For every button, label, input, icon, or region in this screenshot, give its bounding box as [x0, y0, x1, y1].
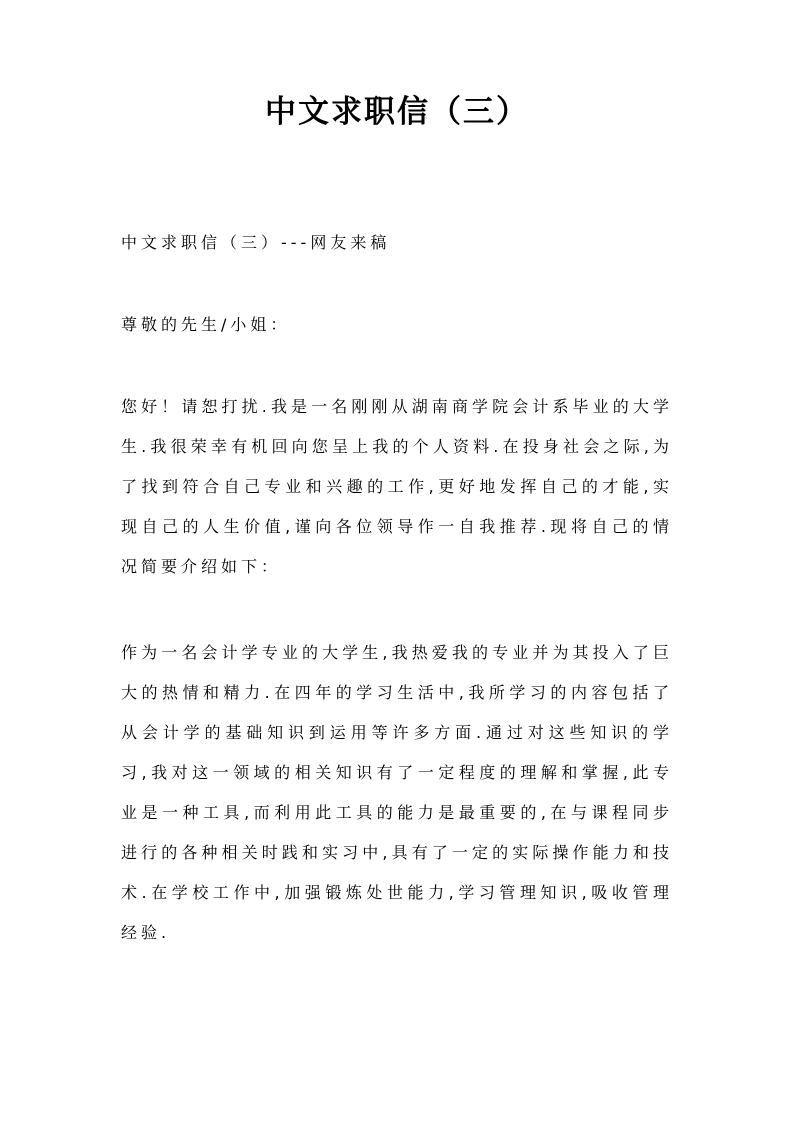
document-subtitle: 中文求职信（三）---网友来稿 — [121, 233, 391, 252]
salutation-line: 尊敬的先生/小姐： — [121, 315, 291, 334]
body-paragraph-1: 您好！请恕打扰.我是一名刚刚从湖南商学院会计系毕业的大学生.我很荣幸有机回向您呈上我的个人资料.在投身社会之际,为了找到符合自己专业和兴趣的工作,更好地发挥自己的才能,实现自己的人生价值,谨向各位领导作一自我推荐.现将自己的情况简要介绍如下： — [121, 397, 673, 576]
body-paragraph-2: 作为一名会计学专业的大学生,我热爱我的专业并为其投入了巨大的热情和精力.在四年的学习生活中,我所学习的内容包括了从会计学的基础知识到运用等许多方面.通过对这些知识的学习,我对这一领域的相关知识有了一定程度的理解和掌握,此专业是一种工具,而利用此工具的能力是最重要的,在与课程同步进行的各种相关时践和实习中,具有了一定的实际操作能力和技术.在学校工作中,加强锻炼处世能力,学习管理知识,吸收管理经验. — [121, 643, 673, 942]
document-title: 中文求职信（三） — [265, 94, 529, 129]
